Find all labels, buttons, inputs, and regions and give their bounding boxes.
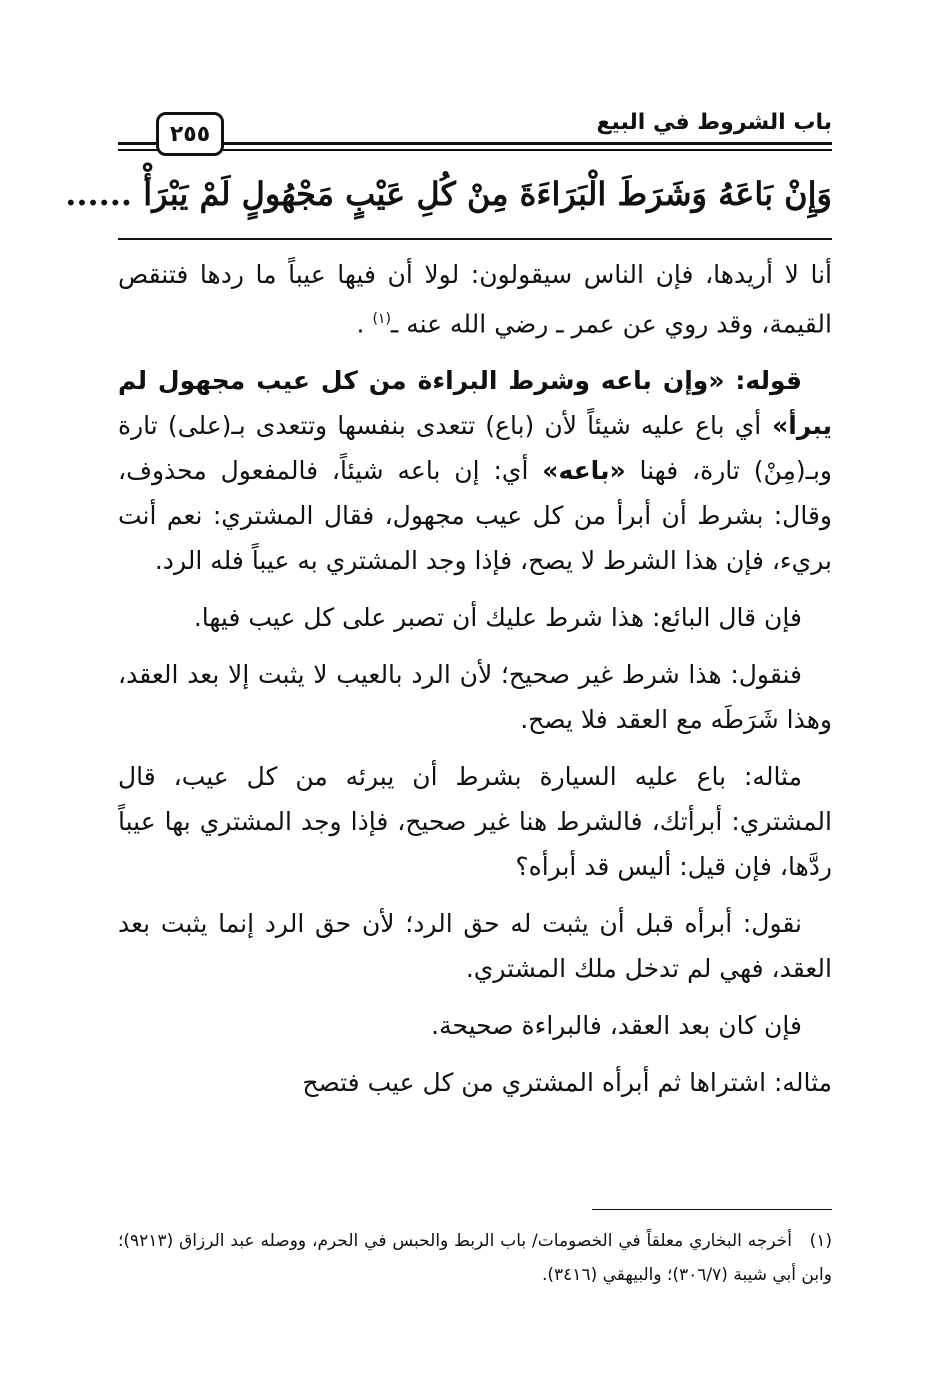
paragraph-2 (118, 358, 832, 583)
paragraph-3: فإن قال البائع: هذا شرط عليك أن تصبر على كل عيب فيها. (193, 603, 802, 633)
footnote (118, 1224, 832, 1292)
paragraph-4: فنقول: هذا شرط غير صحيح؛ لأن الرد بالعيب لا يثبت إلا بعد العقد، وهذا شَرَطَه مع العقد فلا يصح. (118, 660, 832, 735)
page-number: ٢٥٥ (156, 112, 224, 156)
chapter-title: باب الشروط في البيع (596, 110, 832, 135)
paragraph-1-text: أنا لا أريدها، فإن الناس سيقولون: لولا أن فيها عيباً ما ردها فتنقص القيمة، وقد روي عن عمر ـ رضي الله عنه ـ (118, 260, 832, 339)
footnote-marker: (١) (809, 1231, 832, 1251)
page-header (118, 104, 832, 156)
header-rule-thin (118, 149, 832, 151)
paragraph-2-text-a: أي باع عليه شيئاً لأن (باع) تتعدى بنفسها وتتعدى بـ(على) تارة وبـ(مِنْ) تارة، فهنا (118, 411, 833, 486)
footnote-text: أخرجه البخاري معلقاً في الخصومات/ باب الربط والحبس في الحرم، ووصله عبد الرزاق (٩٢١٣)؛ وابن أبي شيبة (٣٠٦/٧)؛ والبيهقي (٣٤١٦). (118, 1231, 832, 1285)
paragraph-6: نقول: أبرأه قبل أن يثبت له حق الرد؛ لأن حق الرد إنما يثبت بعد العقد، فهي لم تدخل ملك المشتري. (118, 909, 832, 984)
footnote-ref[interactable]: (١) (372, 311, 391, 327)
paragraph-1-end: . (356, 309, 373, 339)
paragraph-7: فإن كان بعد العقد، فالبراءة صحيحة. (431, 1011, 802, 1041)
matn-divider (118, 238, 832, 240)
header-rule-thick (118, 142, 832, 145)
qawluhu-label: قوله: (735, 366, 802, 396)
paragraph-1 (118, 252, 832, 346)
commentary-body (118, 252, 832, 1117)
paragraph-2-bold-word: «باعه» (542, 456, 626, 486)
paragraph-5: مثاله: باع عليه السيارة بشرط أن يبرئه من كل عيب، قال المشتري: أبرأتك، فالشرط هنا غير صحيح، فإذا وجد المشتري بها عيباً ردَّها، فإن قيل: أليس قد أبرأه؟ (118, 762, 832, 882)
footnote-divider (592, 1209, 832, 1210)
matn-quote: «وإن باعه وشرط البراءة من كل عيب مجهول لم يبرأ» (118, 366, 832, 441)
paragraph-8: مثاله: اشتراها ثم أبرأه المشتري من كل عيب فتصح (302, 1068, 832, 1098)
matn-text: وَإِنْ بَاعَهُ وَشَرَطَ الْبَرَاءَةَ مِنْ كُلِ عَيْبٍ مَجْهُولٍ لَمْ يَبْرَأْ ...... (65, 175, 832, 213)
paragraph-2-text-b: أي: إن باعه شيئاً، فالمفعول محذوف، وقال: بشرط أن أبرأ من كل عيب مجهول، فقال المشتري: نعم أنت بريء، فإن هذا الشرط لا يصح، فإذا وجد المشتري به عيباً فله الرد. (118, 456, 832, 576)
